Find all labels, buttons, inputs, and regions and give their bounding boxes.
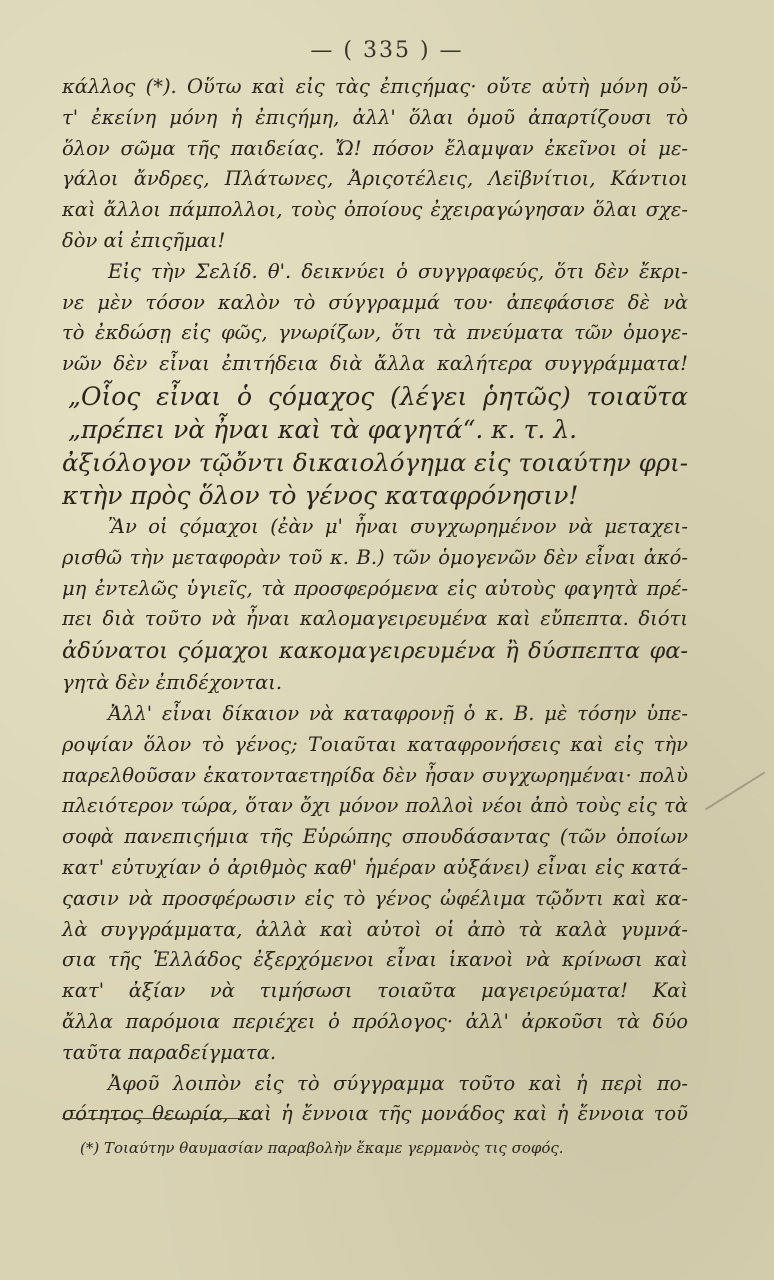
text-line: νῶν δὲν εἶναι ἐπιτήδεια διὰ ἄλλα καλήτερα συγγράμματα! (62, 352, 688, 376)
text-line: καὶ ἄλλοι πάμπολλοι, τοὺς ὁποίους ἐχειραγώγησαν ὅλαι σχε- (62, 198, 688, 222)
text-line: πει διὰ τοῦτο νὰ ἦναι καλομαγειρευμένα καὶ εὔπεπτα. διότι (62, 607, 688, 631)
emphasis-line: ἀδύνατοι ςόμαχοι κακομαγειρευμένα ἢ δύσπεπτα φα- (62, 638, 688, 665)
text-line: κάλλος (*). Οὕτω καὶ εἰς τὰς ἐπιςήμας· οὔτε αὐτὴ μόνη οὔ- (62, 75, 688, 98)
text-line: Ἀφοῦ λοιπὸν εἰς τὸ σύγγραμμα τοῦτο καὶ ἡ περὶ πο- (108, 1071, 688, 1095)
text-line: πλειότερον τώρα, ὅταν ὄχι μόνον πολλοὶ νέοι ἀπὸ τοὺς εἰς τὰ (62, 794, 688, 818)
text-line: τὸ ἐκδώσῃ εἰς φῶς, γνωρίζων, ὅτι τὰ πνεύματα τῶν ὁμογε- (62, 321, 688, 345)
emphasis-line: κτὴν πρὸς ὅλον τὸ γένος καταφρόνησιν! (62, 480, 579, 510)
text-line: τ' ἐκείνη μόνη ἡ ἐπιςήμη, ἀλλ' ὅλαι ὁμοῦ ἀπαρτίζουσι τὸ (62, 105, 688, 129)
text-line: ταῦτα παραδείγματα. (62, 1040, 277, 1064)
text-line: σια τῆς Ἑλλάδος ἐξερχόμενοι εἶναι ἱκανοὶ νὰ κρίνωσι καὶ (62, 948, 688, 972)
paper-stain (705, 772, 765, 811)
text-line: γητὰ δὲν ἐπιδέχονται. (62, 671, 283, 695)
text-line: ὅλον σῶμα τῆς παιδείας. Ὤ! πόσον ἔλαμψαν ἐκεῖνοι οἱ με- (62, 136, 688, 160)
quotation-line: „πρέπει νὰ ἦναι καὶ τὰ φαγητά“. κ. τ. λ. (68, 414, 578, 444)
text-line: δὸν αἱ ἐπιςῆμαι! (62, 228, 226, 252)
text-line: Ἀλλ' εἶναι δίκαιον νὰ καταφρονῇ ὁ κ. Β. μὲ τόσην ὑπε- (108, 701, 688, 725)
text-line: λὰ συγγράμματα, ἀλλὰ καὶ αὐτοὶ οἱ ἀπὸ τὰ καλὰ γυμνά- (62, 917, 688, 941)
text-line: μη ἐντελῶς ὑγιεῖς, τὰ προσφερόμενα εἰς αὐτοὺς φαγητὰ πρέ- (62, 576, 688, 600)
text-line: σότητος θεωρία, καὶ ἡ ἔννοια τῆς μονάδος καὶ ἡ ἔννοια τοῦ (62, 1102, 688, 1126)
text-line: ἄλλα παρόμοια περιέχει ὁ πρόλογος· ἀλλ' ἀρκοῦσι τὰ δύο (62, 1009, 688, 1033)
footnote-rule (62, 1118, 262, 1119)
quotation-line: „Οἷος εἶναι ὁ ςόμαχος (λέγει ῥητῶς) τοιαῦτα (68, 381, 688, 411)
text-line: ςασιν νὰ προσφέρωσιν εἰς τὸ γένος ὠφέλιμα τῷὄντι καὶ κα- (62, 886, 688, 910)
text-line: παρελθοῦσαν ἑκατονταετηρίδα δὲν ἦσαν συγχωρημέναι· πολὺ (62, 763, 688, 787)
text-line: ροψίαν ὅλον τὸ γένος; Τοιαῦται καταφρονήσεις καὶ εἰς τὴν (62, 732, 688, 756)
page-number-header: — ( 335 ) — (310, 38, 464, 63)
text-line: κατ' ἀξίαν νὰ τιμήσωσι τοιαῦτα μαγειρεύματα! Καὶ (62, 979, 688, 1003)
emphasis-line: ἀξιόλογον τῷὄντι δικαιολόγημα εἰς τοιαύτην φρι- (62, 447, 689, 477)
text-line: ρισθῶ τὴν μεταφορὰν τοῦ κ. Β.) τῶν ὁμογενῶν δὲν εἶναι ἀκό- (62, 545, 688, 569)
text-line: νε μὲν τόσον καλὸν τὸ σύγγραμμά του· ἀπεφάσισε δὲ νὰ (62, 290, 688, 314)
page-body-text (62, 72, 688, 1130)
text-line: σοφὰ πανεπιςήμια τῆς Εὐρώπης σπουδάσαντας (τῶν ὁποίων (62, 825, 688, 849)
text-line: γάλοι ἄνδρες, Πλάτωνες, Ἀριςοτέλεις, Λεϊβνίτιοι, Κάντιοι (62, 167, 688, 191)
text-line: Ἂν οἱ ςόμαχοι (ἐὰν μ' ἦναι συγχωρημένον νὰ μεταχει- (108, 514, 688, 538)
text-line: κατ' εὐτυχίαν ὁ ἀριθμὸς καθ' ἡμέραν αὐξάνει) εἶναι εἰς κατά- (62, 855, 688, 879)
text-line: Εἰς τὴν Σελίδ. θ'. δεικνύει ὁ συγγραφεύς, ὅτι δὲν ἔκρι- (108, 259, 688, 283)
footnote: (*) Τοιαύτην θαυμασίαν παραβολὴν ἔκαμε γερμανὸς τις σοφός. (80, 1139, 564, 1157)
